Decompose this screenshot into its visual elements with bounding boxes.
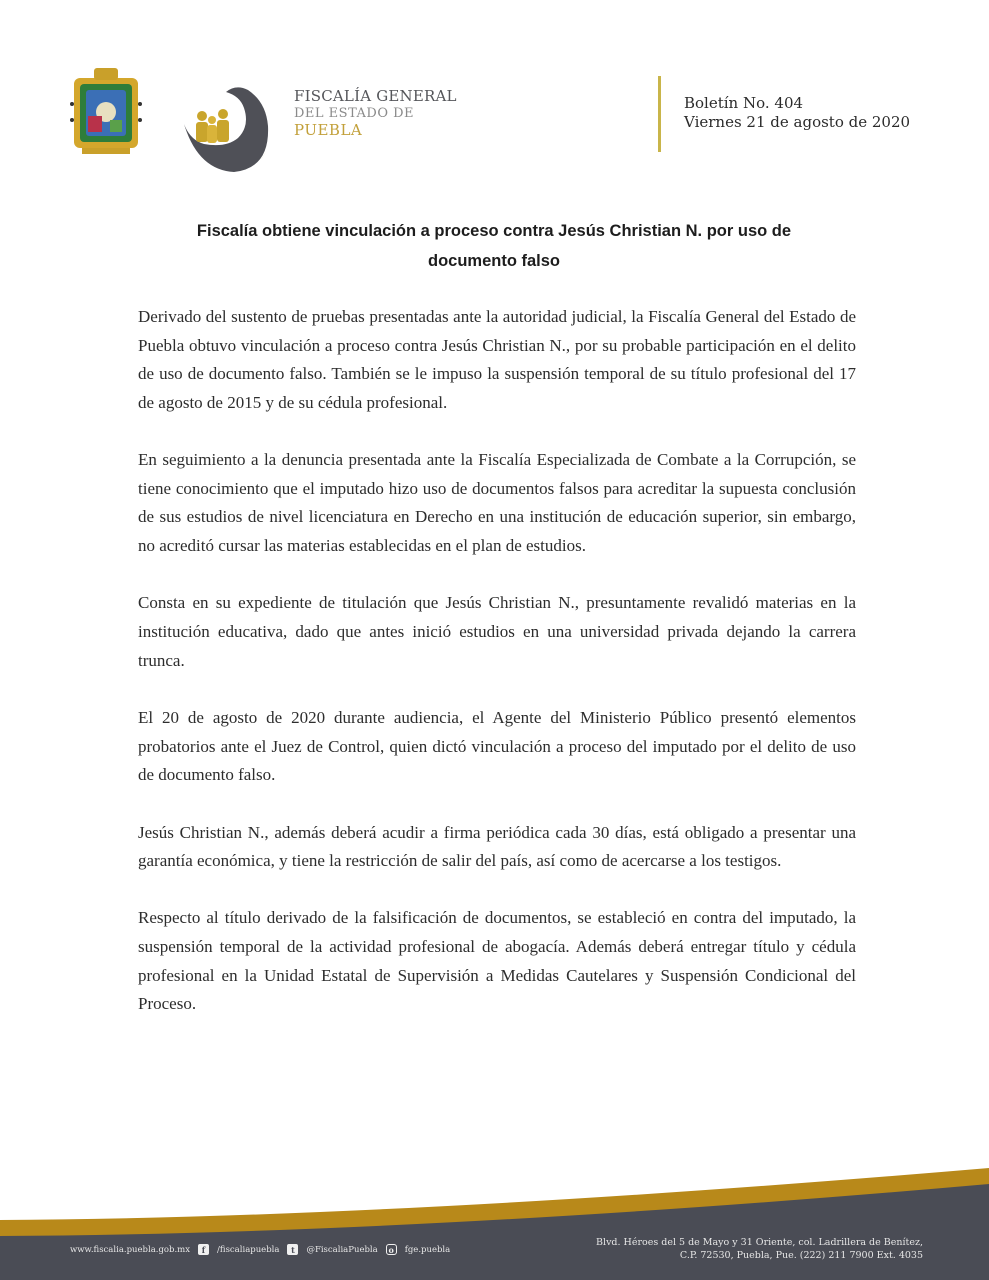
paragraph: Jesús Christian N., además deberá acudir a firma periódica cada 30 días, está obligado a presentar una garantía económica, y tiene la restricción de salir del país, así como de acercarse a los testigos. (138, 822, 856, 871)
bulletin-number: Boletín No. 404 (684, 94, 804, 112)
header-divider (658, 76, 661, 152)
footer-wave-shape (0, 1160, 989, 1280)
article-title (140, 216, 848, 276)
organization-name (294, 88, 457, 139)
website-link[interactable]: www.fiscalia.puebla.gob.mx (70, 1244, 191, 1255)
paragraph: En seguimiento a la denuncia presentada ante la Fiscalía Especializada de Combate a la Corrupción, se tiene conocimiento que el imputado hizo uso de documentos falsos para acreditar la supuesta conclusión de sus estudios de nivel licenciatura en Derecho en una institución de educación superior, sin embargo, no acreditó cursar las materias establecidas en el plan de estudios. (138, 450, 856, 555)
address-line-1: Blvd. Héroes del 5 de Mayo y 31 Oriente, col. Ladrillera de Benítez, (596, 1237, 923, 1248)
bulletin-info (684, 94, 910, 132)
org-name-line1: FISCALÍA GENERAL (294, 87, 457, 105)
paragraph: Consta en su expediente de titulación que Jesús Christian N., presuntamente revalidó materias en la institución educativa, dado que antes inició estudios en una universidad privada dejando la carrera trunca. (138, 593, 856, 670)
twitter-link[interactable]: @FiscaliaPuebla (306, 1244, 378, 1255)
paragraph: El 20 de agosto de 2020 durante audiencia, el Agente del Ministerio Público presentó elementos probatorios ante el Juez de Control, quien dictó vinculación a proceso del imputado por el delito de uso de documento falso. (138, 707, 856, 785)
title-line-1: Fiscalía obtiene vinculación a proceso contra Jesús Christian N. por uso de (196, 222, 792, 240)
letterhead (0, 0, 989, 190)
state-coat-of-arms-icon (68, 64, 144, 160)
paragraph: Derivado del sustento de pruebas presentadas ante la autoridad judicial, la Fiscalía General del Estado de Puebla obtuvo vinculación a proceso contra Jesús Christian N., por su probable participación en el delito de uso de documento falso. También se le impuso la suspensión temporal de su título profesional del 17 de agosto de 2015 y de su cédula profesional. (138, 307, 856, 412)
eagle-emblem-icon (178, 82, 278, 182)
instagram-link[interactable]: fge.puebla (404, 1244, 451, 1255)
footer-contact-links (70, 1244, 450, 1255)
footer-band (0, 1160, 989, 1280)
facebook-icon: f (198, 1244, 209, 1255)
twitter-icon: t (287, 1244, 298, 1255)
title-line-2: documento falso (427, 252, 560, 270)
instagram-icon: o (386, 1244, 397, 1255)
facebook-link[interactable]: /fiscaliapuebla (217, 1244, 280, 1255)
address-line-2: C.P. 72530, Puebla, Pue. (222) 211 7900 Ext. 4035 (679, 1250, 923, 1261)
bulletin-date: Viernes 21 de agosto de 2020 (684, 113, 911, 131)
footer-address (596, 1236, 923, 1262)
article-body (138, 303, 856, 1048)
paragraph: Respecto al título derivado de la falsificación de documentos, se estableció en contra del imputado, la suspensión temporal de la actividad profesional de abogacía. Además deberá entregar título y cédula profesional en la Unidad Estatal de Supervisión a Medidas Cautelares y Suspensión Condicional del Proceso. (138, 908, 856, 1014)
org-name-line2: DEL ESTADO DE (294, 106, 415, 121)
org-name-line3: PUEBLA (294, 121, 363, 139)
